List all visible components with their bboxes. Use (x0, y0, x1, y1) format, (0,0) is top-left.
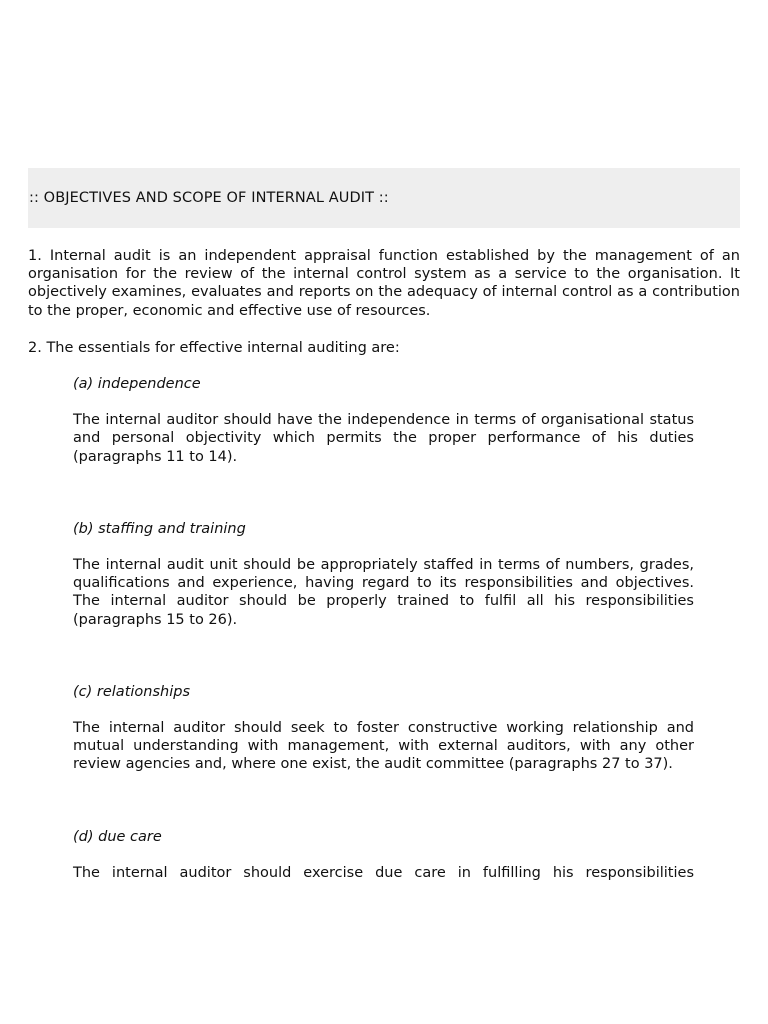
item-heading: (b) staffing and training (73, 520, 246, 537)
item-body: The internal audit unit should be appropriately staffed in terms of numbers, grades, qualifications and experience, having regard to its responsibilities and objectives. The internal auditor should be properly trained to fulfil all his responsibilities (paragraphs 15 to 26). (73, 557, 694, 628)
paragraph-2: 2. The essentials for effective internal auditing are: (28, 339, 400, 356)
item-body: The internal auditor should seek to foster constructive working relationship and mutual understanding with management, with external auditors, with any other review agencies and, where one exist, the audit committee (paragraphs 27 to 37). (73, 720, 694, 773)
document-title: :: OBJECTIVES AND SCOPE OF INTERNAL AUDIT :: (29, 190, 389, 206)
item-body: The internal auditor should have the independence in terms of organisational status and personal objectivity which permits the proper performance of his duties (paragraphs 11 to 14). (73, 412, 694, 465)
essential-item-due-care (73, 828, 694, 882)
essential-item-staffing (73, 520, 694, 629)
essential-item-independence (73, 375, 694, 466)
spacer (73, 466, 694, 520)
item-heading: (d) due care (73, 828, 162, 845)
document-title-bar (28, 168, 740, 228)
spacer (73, 774, 694, 828)
item-body: The internal auditor should exercise due care in fulfilling his responsibilities (73, 864, 694, 881)
item-heading: (c) relationships (73, 683, 190, 700)
essential-item-relationships (73, 683, 694, 774)
document-page (28, 168, 740, 882)
essentials-list (73, 375, 694, 882)
item-heading: (a) independence (73, 376, 201, 393)
paragraph-1: 1. Internal audit is an independent appraisal function established by the management of an organisation for the review of the internal control system as a service to the organisation. It objectively examines, evaluates and reports on the adequacy of internal control as a contribution to the proper, economic and effective use of resources. (28, 248, 740, 319)
spacer (73, 629, 694, 683)
